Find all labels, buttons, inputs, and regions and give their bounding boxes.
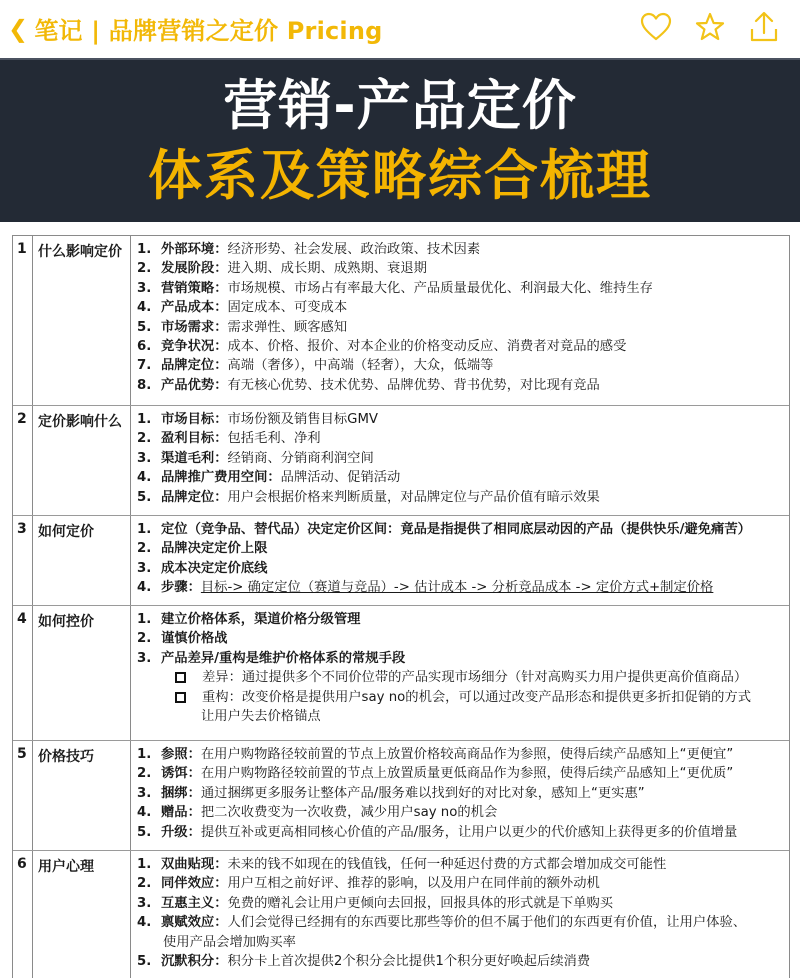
list-item: 1. 外部环境 ： 经济形势、社会发展、政治政策、技术因素 bbox=[137, 242, 481, 257]
checkbox-bullet-icon bbox=[175, 692, 186, 703]
note-title bbox=[8, 11, 383, 46]
table-row bbox=[13, 606, 789, 741]
row-topic: 定价影响什么 bbox=[33, 406, 131, 515]
sub-item: 差异：通过提供多个不同价位带的产品实现市场细分（针对高购买力用户提供更高价值商品） bbox=[135, 668, 785, 687]
list-item: 3. 营销策略 ： 市场规模、市场占有率最大化、产品质量最优化、利润最大化、维持生存 bbox=[137, 280, 653, 296]
row-content bbox=[131, 741, 789, 850]
list-item: 2. 谨慎价格战 bbox=[137, 631, 228, 647]
pricing-steps: 目标-> 确定定位（赛道与竞品）-> 估计成本 -> 分析竞品成本 -> 定价方式+制定价格 bbox=[200, 580, 714, 596]
row-number: 5 bbox=[13, 741, 33, 850]
table-row bbox=[13, 406, 789, 516]
row-number: 3 bbox=[13, 516, 33, 605]
table-row bbox=[13, 741, 789, 851]
list-item: 2. 诱饵 ： 在用户购物路径较前置的节点上放置质量更低商品作为参照，使得后续产品感知上“更优质” bbox=[137, 766, 734, 782]
list-item: 3. 成本决定定价底线 bbox=[137, 560, 268, 576]
row-number: 1 bbox=[13, 236, 33, 405]
share-button[interactable] bbox=[748, 10, 780, 44]
banner-subtitle: 体系及策略综合梳理 bbox=[148, 144, 652, 207]
cover-banner bbox=[0, 58, 800, 222]
row-number: 6 bbox=[13, 851, 33, 978]
row-number: 2 bbox=[13, 406, 33, 515]
row-content bbox=[131, 406, 789, 515]
share-icon bbox=[749, 11, 779, 43]
list-item: 2. 品牌决定定价上限 bbox=[137, 541, 268, 557]
list-item: 5. 品牌定位 ： 用户会根据价格来判断质量，对品牌定位与产品价值有暗示效果 bbox=[137, 489, 600, 505]
sub-item-continuation: 让用户失去价格锚点 bbox=[201, 709, 321, 725]
row-content bbox=[131, 516, 789, 605]
list-item: 1. 市场目标 ： 市场份额及销售目标GMV bbox=[137, 412, 379, 427]
list-item: 2. 盈利目标 ： 包括毛利、净利 bbox=[137, 431, 321, 447]
note-title-text: 笔记 | 品牌营销之定价 Pricing bbox=[34, 17, 383, 45]
pricing-table bbox=[12, 235, 790, 978]
list-item: 4. 禀赋效应 ： 人们会觉得已经拥有的东西要比那些等价的但不属于他们的东西更有价值，让用户体验、 bbox=[137, 915, 747, 931]
list-item: 3. 互惠主义 ： 免费的赠礼会让用户更倾向去回报，回报具体的形式就是下单购买 bbox=[137, 895, 614, 911]
favorite-button[interactable] bbox=[694, 10, 726, 44]
list-item: 4. 赠品 ： 把二次收费变为一次收费，减少用户say no的机会 bbox=[137, 805, 498, 821]
list-item: 5. 沉默积分 ： 积分卡上首次提供2个积分会比提供1个积分更好唤起后续消费 bbox=[137, 954, 591, 970]
list-item: 2. 同伴效应 ： 用户互相之前好评、推荐的影响，以及用户在同伴前的额外动机 bbox=[137, 876, 600, 892]
back-button[interactable]: ❮ bbox=[8, 14, 29, 43]
row-content bbox=[131, 606, 789, 740]
header-actions bbox=[640, 10, 780, 44]
star-icon bbox=[695, 12, 725, 42]
list-item: 1. 参照 ： 在用户购物路径较前置的节点上放置价格较高商品作为参照，使得后续产品感知上“更便宜” bbox=[137, 747, 734, 762]
list-item: 2. 发展阶段 ： 进入期、成长期、成熟期、衰退期 bbox=[137, 261, 427, 277]
table-row bbox=[13, 236, 789, 406]
list-item: 7. 品牌定位 ： 高端（奢侈），中高端（轻奢），大众，低端等 bbox=[137, 358, 494, 374]
list-item: 8. 产品优势 ： 有无核心优势、技术优势、品牌优势、背书优势，对比现有竞品 bbox=[137, 377, 600, 393]
like-button[interactable] bbox=[640, 10, 672, 44]
list-item: 1. 建立价格体系，渠道价格分级管理 bbox=[137, 612, 361, 627]
list-item: 3. 渠道毛利 ： 经销商、分销商利润空间 bbox=[137, 450, 374, 466]
list-item: 4. 品牌推广费用空间 ： 品牌活动、促销活动 bbox=[137, 470, 401, 486]
list-item: 5. 升级 ： 提供互补或更高相同核心价值的产品/服务，让用户以更少的代价感知上获得更多的价值增量 bbox=[137, 824, 738, 840]
row-topic: 什么影响定价 bbox=[33, 236, 131, 405]
row-content bbox=[131, 236, 789, 405]
row-topic: 如何定价 bbox=[33, 516, 131, 605]
row-content bbox=[131, 851, 789, 978]
list-item: 4. 步骤 ： 目标-> 确定定位（赛道与竞品）-> 估计成本 -> 分析竞品成本 -> 定价方式+制定价格 bbox=[135, 578, 785, 597]
list-item: 5. 市场需求 ： 需求弹性、顾客感知 bbox=[137, 319, 348, 335]
list-item: 1. 双曲贴现 ： 未来的钱不如现在的钱值钱，任何一种延迟付费的方式都会增加成交可能性 bbox=[137, 857, 667, 872]
list-item: 4. 产品成本 ： 固定成本、可变成本 bbox=[137, 300, 348, 316]
table-row bbox=[13, 851, 789, 978]
banner-title: 营销-产品定价 bbox=[223, 74, 577, 137]
heart-icon bbox=[640, 12, 672, 42]
list-item: 6. 竞争状况 ： 成本、价格、报价、对本企业的价格变动反应、消费者对竟品的感受 bbox=[137, 339, 627, 355]
list-item-continuation: 使用产品会增加购买率 bbox=[163, 934, 296, 950]
row-number: 4 bbox=[13, 606, 33, 740]
list-item: 3. 产品差异/重构是维护价格体系的常规手段 bbox=[137, 650, 406, 666]
list-item: 1. 定位（竞争品、替代品）决定定价区间：竟品是指提供了相同底层动因的产品（提供快乐/避免痛苦） bbox=[137, 522, 751, 537]
table-row bbox=[13, 516, 789, 606]
sub-item: 重构：改变价格是提供用户say no的机会，可以通过改变产品形态和提供更多折扣促销的方式 bbox=[135, 688, 785, 707]
row-topic: 用户心理 bbox=[33, 851, 131, 978]
row-topic: 价格技巧 bbox=[33, 741, 131, 850]
checkbox-bullet-icon bbox=[175, 672, 186, 683]
list-item: 3. 捆绑 ： 通过捆绑更多服务让整体产品/服务难以找到好的对比对象，感知上“更实惠” bbox=[137, 785, 645, 801]
row-topic: 如何控价 bbox=[33, 606, 131, 740]
top-bar bbox=[0, 0, 800, 58]
